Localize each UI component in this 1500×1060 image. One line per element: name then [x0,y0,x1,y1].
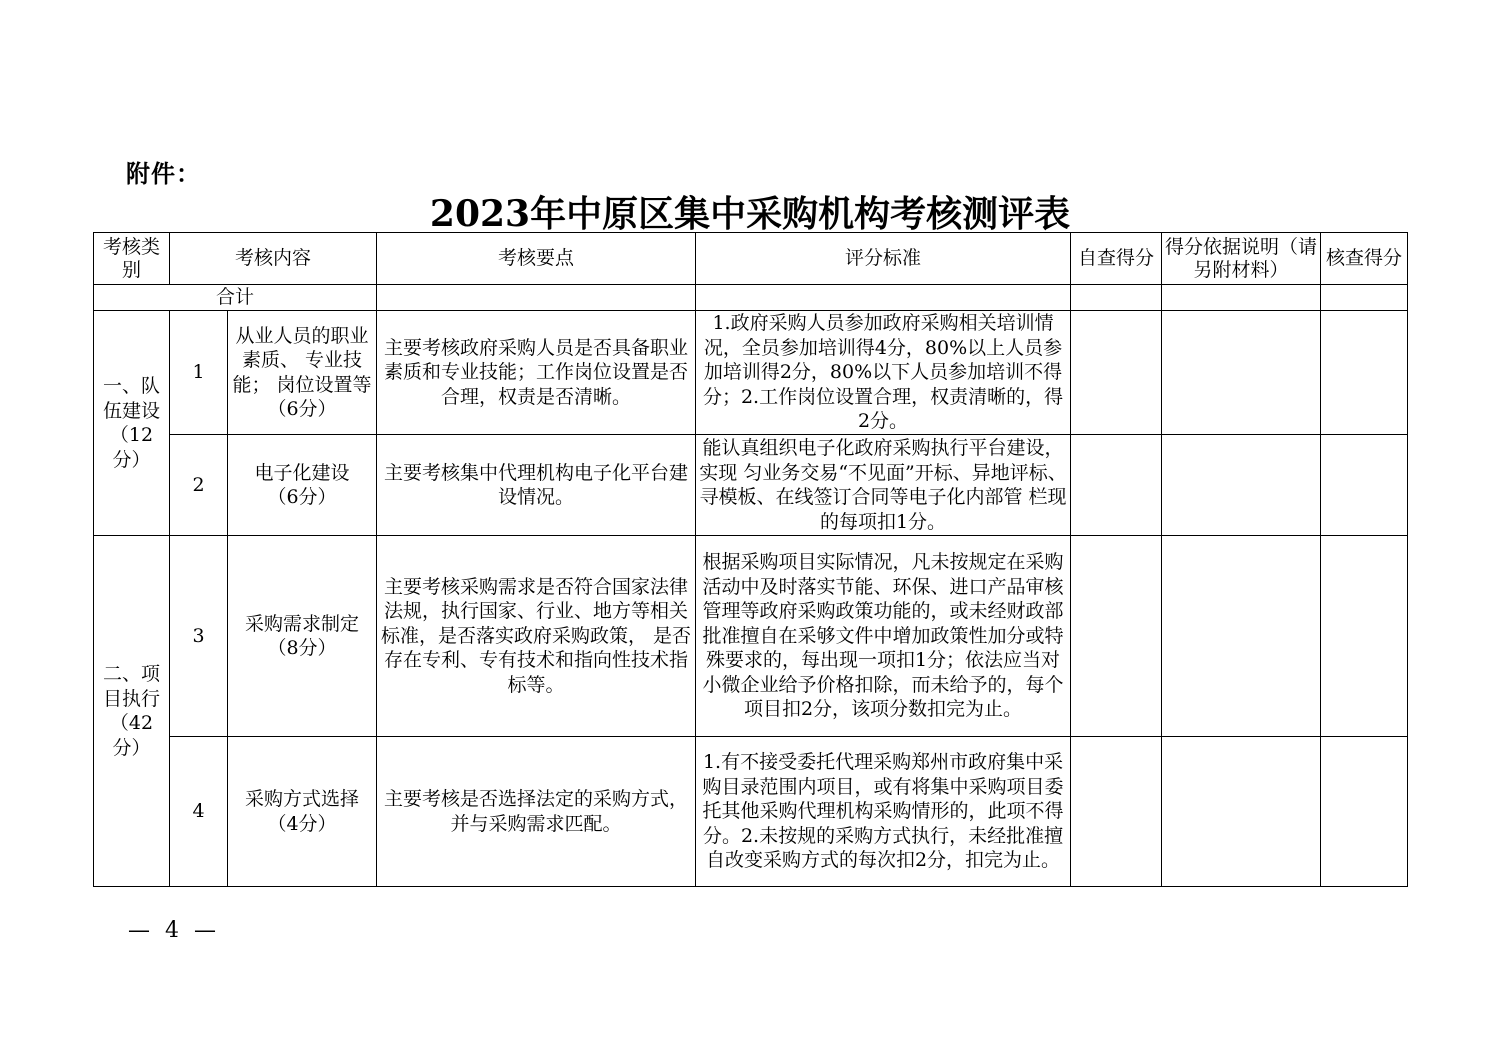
header-category: 考核类别 [94,233,170,285]
header-row [94,233,1408,285]
category-cell [94,536,170,887]
total-row [94,285,1408,311]
content-cell [228,435,377,536]
total-cell [1071,285,1162,311]
check-score-cell [1321,311,1408,435]
key-points-cell: 主要考核采购需求是否符合国家法律法规，执行国家、行业、地方等相关标准，是否落实政府采购政策， 是否存在专利、专有技术和指向性技术指标等。 [377,536,696,737]
check-score-cell [1321,536,1408,737]
self-score-cell [1071,435,1162,536]
self-score-cell [1071,536,1162,737]
attachment-label: 附件： [126,160,201,188]
standard-cell: 1.有不接受委托代理采购郑州市政府集中采购目录范围内项目，或有将集中采购项目委托其他采购代理机构采购情形的，此项不得分。2.未按规的采购方式执行，未经批准擅自改变采购方式的每次扣2分，扣完为止。 [696,737,1071,887]
header-basis: 得分依据说明（请另附材料） [1162,233,1321,285]
category-points: （42分） [109,712,154,759]
content-cell [228,737,377,887]
content-text: 从业人员的职业素质、 专业技能； 岗位设置等 [232,324,372,396]
self-score-cell [1071,311,1162,435]
total-cell [1321,285,1408,311]
header-content: 考核内容 [170,233,377,285]
check-score-cell [1321,435,1408,536]
item-number: 2 [170,435,228,536]
table-row [94,311,1408,435]
self-score-cell [1071,737,1162,887]
item-number: 1 [170,311,228,435]
item-number: 4 [170,737,228,887]
page-number: — 4 — [128,918,220,943]
basis-cell [1162,737,1321,887]
content-points: （6分） [267,398,337,420]
key-points-cell: 主要考核是否选择法定的采购方式，并与采购需求匹配。 [377,737,696,887]
standard-cell: 1.政府采购人员参加政府采购相关培训情况，全员参加培训得4分，80%以上人员参加培训得2分，80%以下人员参加培训不得分；2.工作岗位设置合理，权责清晰的，得2分。 [696,311,1071,435]
content-text: 电子化建设 [254,461,350,484]
table-row [94,435,1408,536]
content-cell [228,536,377,737]
content-text: 采购需求制定 [245,612,360,635]
standard-cell: 根据采购项目实际情况，凡未按规定在采购活动中及时落实节能、环保、进口产品审核管理等政府采购政策功能的，或未经财政部批准擅自在采够文件中增加政策性加分或特殊要求的，每出现一项扣1分；依法应当对小微企业给予价格扣除，而未给予的，每个项目扣2分，该项分数扣完为止。 [696,536,1071,737]
standard-cell: 能认真组织电子化政府采购执行平台建设，实现 匀业务交易“不见面”开标、异地评标、 寻模板、在线签订合同等电子化内部管 栏现的每项扣1分。 [696,435,1071,536]
header-standard: 评分标准 [696,233,1071,285]
table-row [94,737,1408,887]
total-cell [1162,285,1321,311]
check-score-cell [1321,737,1408,887]
basis-cell [1162,435,1321,536]
content-cell [228,311,377,435]
total-label: 合计 [94,285,377,311]
header-check-score: 核查得分 [1321,233,1408,285]
category-name: 一、队伍建设 [102,375,160,422]
category-cell [94,311,170,536]
total-cell [377,285,696,311]
document-title: 2023年中原区集中采购机构考核测评表 [429,193,1071,235]
total-cell [696,285,1071,311]
basis-cell [1162,536,1321,737]
assessment-table [93,232,1408,887]
category-points: （12分） [109,424,154,471]
content-points: （6分） [267,486,337,508]
table-row [94,536,1408,737]
content-points: （4分） [267,812,337,835]
basis-cell [1162,311,1321,435]
header-self-score: 自查得分 [1071,233,1162,285]
key-points-cell: 主要考核集中代理机构电子化平台建设情况。 [377,435,696,536]
key-points-cell: 主要考核政府采购人员是否具备职业素质和专业技能；工作岗位设置是否合理，权责是否清晰。 [377,311,696,435]
content-points: （8分） [267,637,337,659]
header-key-points: 考核要点 [377,233,696,285]
category-name: 二、项目执行 [102,663,160,710]
item-number: 3 [170,536,228,737]
content-text: 采购方式选择 [245,788,360,810]
